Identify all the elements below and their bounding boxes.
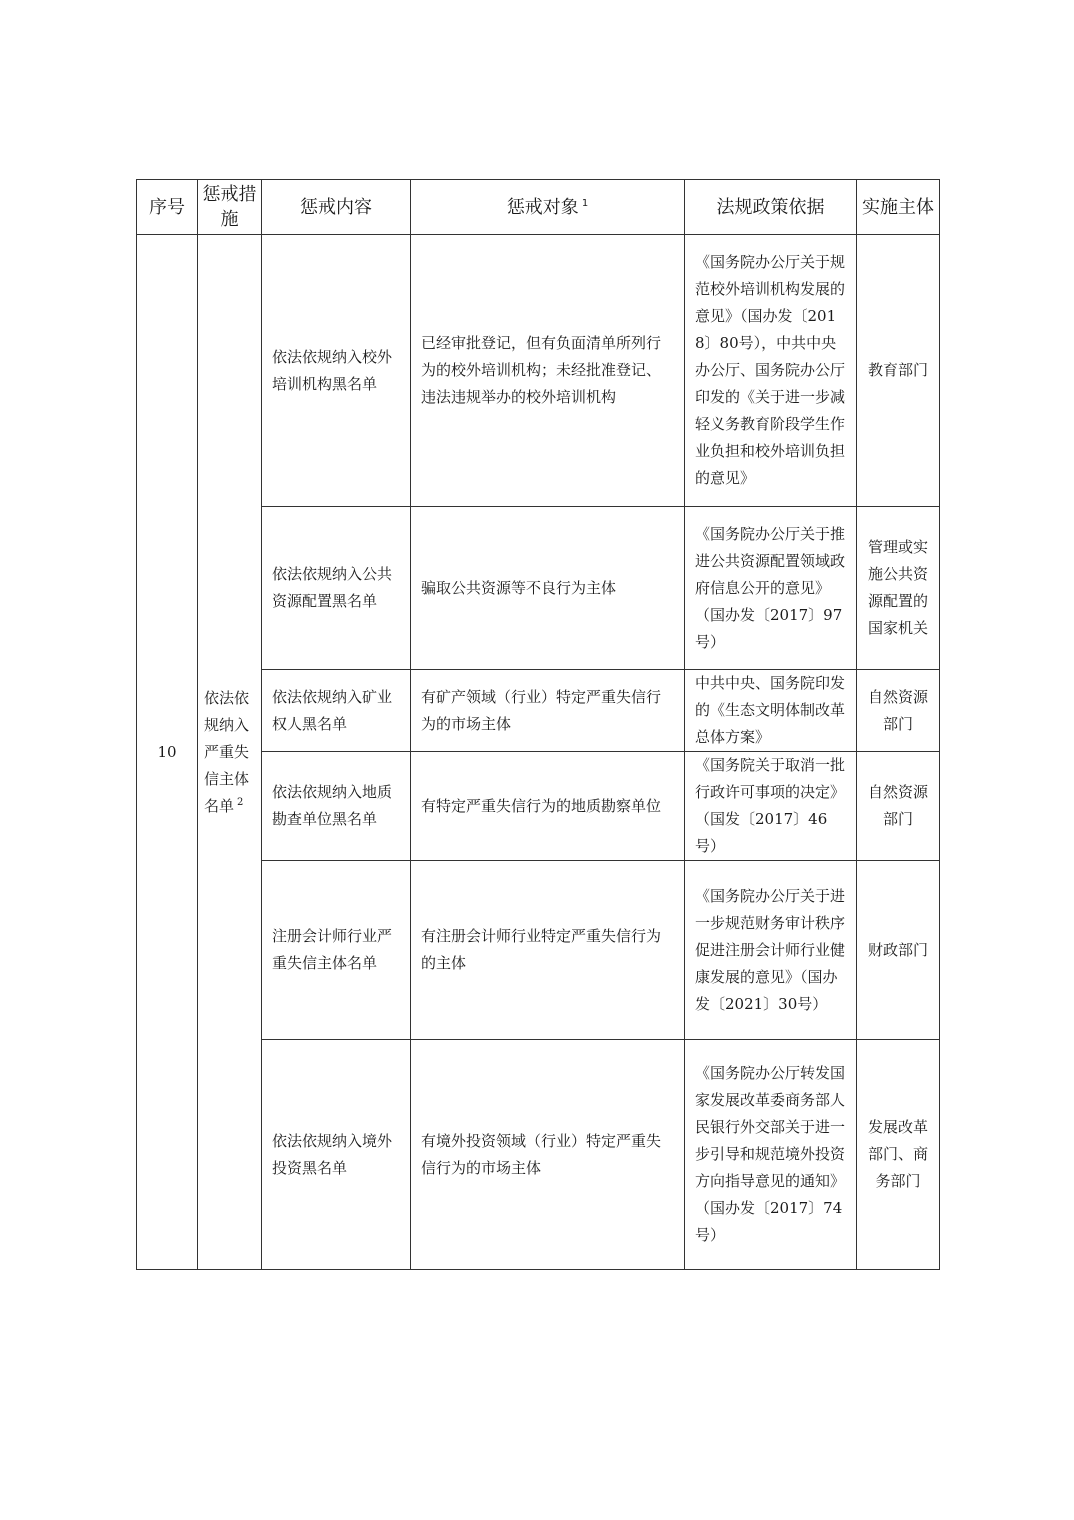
header-seq: 序号 xyxy=(137,180,198,235)
cell-basis: 《国务院办公厅关于规范校外培训机构发展的意见》（国办发〔2018〕80号），中共中央办公厅、国务院办公厅印发的《关于进一步减轻义务教育阶段学生作业负担和校外培训负担的意见》 xyxy=(685,235,857,507)
cell-target: 有特定严重失信行为的地质勘察单位 xyxy=(411,752,685,861)
header-target xyxy=(411,180,685,235)
header-agency: 实施主体 xyxy=(857,180,940,235)
cell-content: 注册会计师行业严重失信主体名单 xyxy=(262,861,411,1040)
cell-target: 骗取公共资源等不良行为主体 xyxy=(411,507,685,670)
cell-agency: 发展改革部门、商务部门 xyxy=(857,1040,940,1270)
measure-text: 依法依规纳入严重失信主体名单 xyxy=(204,688,250,815)
cell-basis: 《国务院办公厅关于推进公共资源配置领域政府信息公开的意见》（国办发〔2017〕97号） xyxy=(685,507,857,670)
cell-measure xyxy=(198,235,262,1270)
header-measure: 惩戒措施 xyxy=(198,180,262,235)
cell-content: 依法依规纳入矿业权人黑名单 xyxy=(262,670,411,752)
header-basis: 法规政策依据 xyxy=(685,180,857,235)
cell-target: 有矿产领域（行业）特定严重失信行为的市场主体 xyxy=(411,670,685,752)
cell-agency: 管理或实施公共资源配置的国家机关 xyxy=(857,507,940,670)
cell-agency: 自然资源部门 xyxy=(857,670,940,752)
table-row xyxy=(137,235,940,507)
cell-basis: 《国务院办公厅关于进一步规范财务审计秩序促进注册会计师行业健康发展的意见》（国办发〔2021〕30号） xyxy=(685,861,857,1040)
footnote-ref-1: 1 xyxy=(581,197,589,209)
cell-basis: 中共中央、国务院印发的《生态文明体制改革总体方案》 xyxy=(685,670,857,752)
cell-content: 依法依规纳入境外投资黑名单 xyxy=(262,1040,411,1270)
punishment-table xyxy=(136,179,940,1270)
cell-target: 已经审批登记，但有负面清单所列行为的校外培训机构；未经批准登记、违法违规举办的校外培训机构 xyxy=(411,235,685,507)
cell-basis: 《国务院关于取消一批行政许可事项的决定》（国发〔2017〕46号） xyxy=(685,752,857,861)
cell-content: 依法依规纳入地质勘查单位黑名单 xyxy=(262,752,411,861)
cell-target: 有注册会计师行业特定严重失信行为的主体 xyxy=(411,861,685,1040)
header-target-label: 惩戒对象 xyxy=(506,196,579,218)
header-row xyxy=(137,180,940,235)
cell-agency: 自然资源部门 xyxy=(857,752,940,861)
header-content: 惩戒内容 xyxy=(262,180,411,235)
footnote-ref-2: 2 xyxy=(237,796,244,808)
cell-basis: 《国务院办公厅转发国家发展改革委商务部人民银行外交部关于进一步引导和规范境外投资方向指导意见的通知》（国办发〔2017〕74号） xyxy=(685,1040,857,1270)
cell-seq: 10 xyxy=(137,235,198,1270)
cell-agency: 教育部门 xyxy=(857,235,940,507)
cell-content: 依法依规纳入公共资源配置黑名单 xyxy=(262,507,411,670)
cell-target: 有境外投资领域（行业）特定严重失信行为的市场主体 xyxy=(411,1040,685,1270)
cell-content: 依法依规纳入校外培训机构黑名单 xyxy=(262,235,411,507)
cell-agency: 财政部门 xyxy=(857,861,940,1040)
